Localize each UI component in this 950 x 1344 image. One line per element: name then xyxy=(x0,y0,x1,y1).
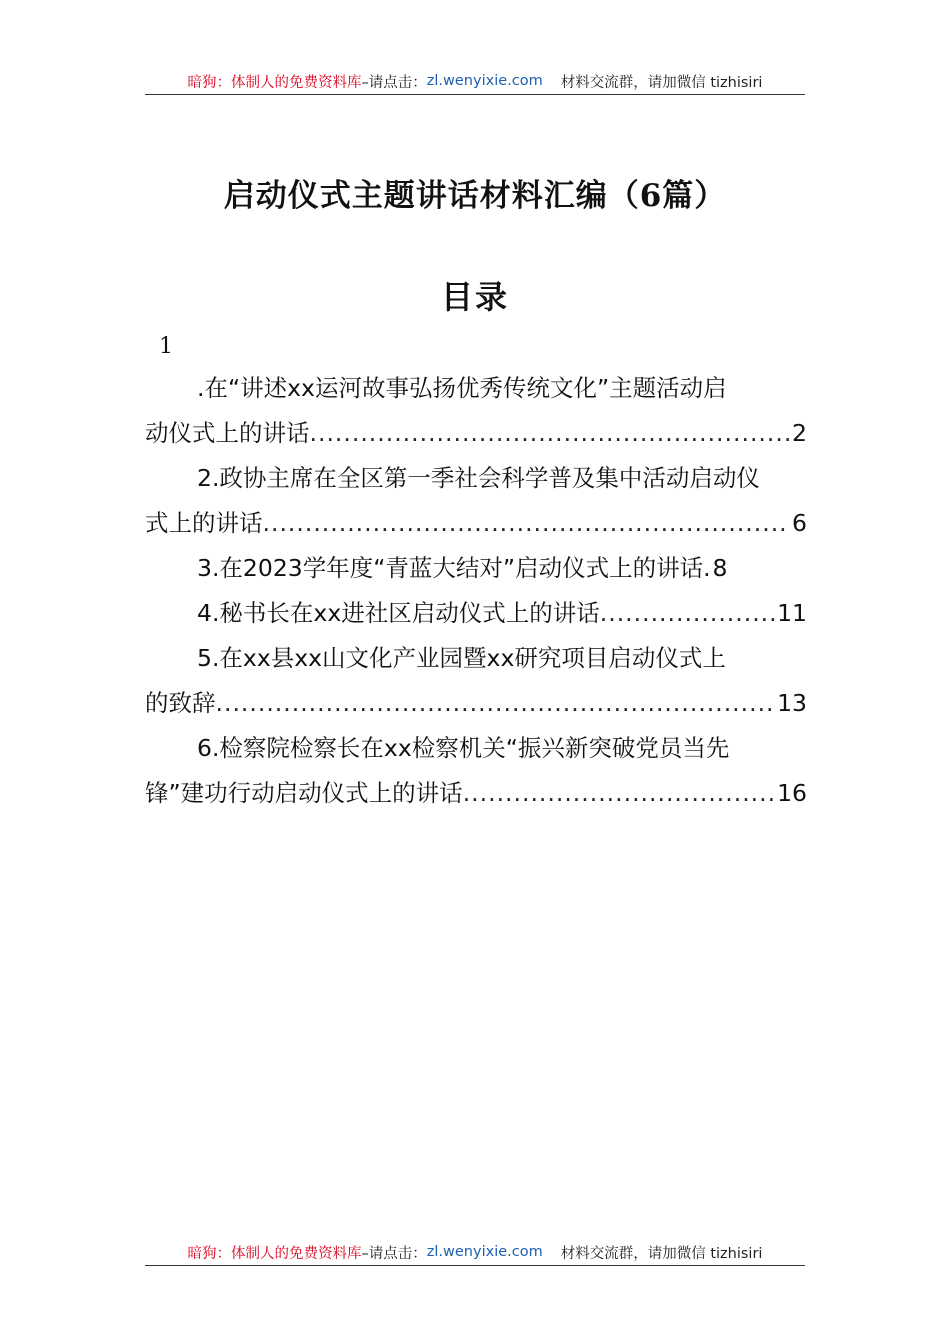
footer-rule xyxy=(145,1265,805,1266)
toc-item-6-text: 锋”建功行动启动仪式上的讲话 xyxy=(145,779,463,807)
banner-wechat-note: 材料交流群，请加微信 tizhisiri xyxy=(560,1245,763,1262)
dot-leader xyxy=(263,501,791,546)
footer-banner xyxy=(145,1241,805,1263)
document-title: 启动仪式主题讲话材料汇编（6篇） xyxy=(223,178,727,214)
toc-item-2-text: 式上的讲话 xyxy=(145,509,263,537)
toc-item-4-page: 11 xyxy=(777,599,807,627)
header-banner xyxy=(145,70,805,92)
toc-item-1-text: 动仪式上的讲话 xyxy=(145,419,310,447)
dot-leader xyxy=(216,681,776,726)
toc-item-3[interactable] xyxy=(145,546,807,591)
toc-item-2-line2[interactable] xyxy=(145,501,807,546)
toc-heading: 目录 xyxy=(440,278,509,316)
dot-leader xyxy=(600,591,775,636)
dot-leader xyxy=(310,411,791,456)
toc-item-3-text: 3.在2023学年度“青蓝大结对”启动仪式上的讲话. xyxy=(197,554,711,582)
banner-wechat-note: 材料交流群，请加微信 tizhisiri xyxy=(560,74,763,91)
banner-site-name: 暗狗：体制人的免费资料库 xyxy=(187,74,362,91)
toc-item-3-page: 8 xyxy=(712,554,728,582)
stray-number: 1 xyxy=(159,334,173,359)
header-rule xyxy=(145,94,805,95)
toc-item-4-text: 4.秘书长在xx进社区启动仪式上的讲话 xyxy=(197,599,600,627)
banner-click-prompt: –请点击： xyxy=(361,1245,427,1262)
toc-item-2-line1[interactable]: 2.政协主席在全区第一季社会科学普及集中活动启动仪 xyxy=(197,464,760,492)
toc-item-5-text: 的致辞 xyxy=(145,689,216,717)
table-of-contents xyxy=(145,366,807,816)
toc-item-6-line2[interactable] xyxy=(145,771,807,816)
banner-click-prompt: –请点击： xyxy=(361,74,427,91)
toc-item-5-line1[interactable]: 5.在xx县xx山文化产业园暨xx研究项目启动仪式上 xyxy=(197,644,726,672)
banner-site-name: 暗狗：体制人的免费资料库 xyxy=(187,1245,362,1262)
dot-leader xyxy=(463,771,775,816)
toc-item-4[interactable] xyxy=(145,591,807,636)
toc-item-1-line2[interactable] xyxy=(145,411,807,456)
toc-item-6-line1[interactable]: 6.检察院检察长在xx检察机关“振兴新突破党员当先 xyxy=(197,734,730,762)
toc-item-5-page: 13 xyxy=(777,689,807,717)
banner-url-link[interactable]: zl.wenyixie.com xyxy=(426,1244,543,1260)
toc-item-1-page: 2 xyxy=(792,419,807,447)
toc-item-1-line1[interactable]: .在“讲述xx运河故事弘扬优秀传统文化”主题活动启 xyxy=(197,374,727,402)
toc-item-5-line2[interactable] xyxy=(145,681,807,726)
toc-item-6-page: 16 xyxy=(777,779,807,807)
toc-item-2-page: 6 xyxy=(792,509,807,537)
banner-url-link[interactable]: zl.wenyixie.com xyxy=(426,73,543,89)
